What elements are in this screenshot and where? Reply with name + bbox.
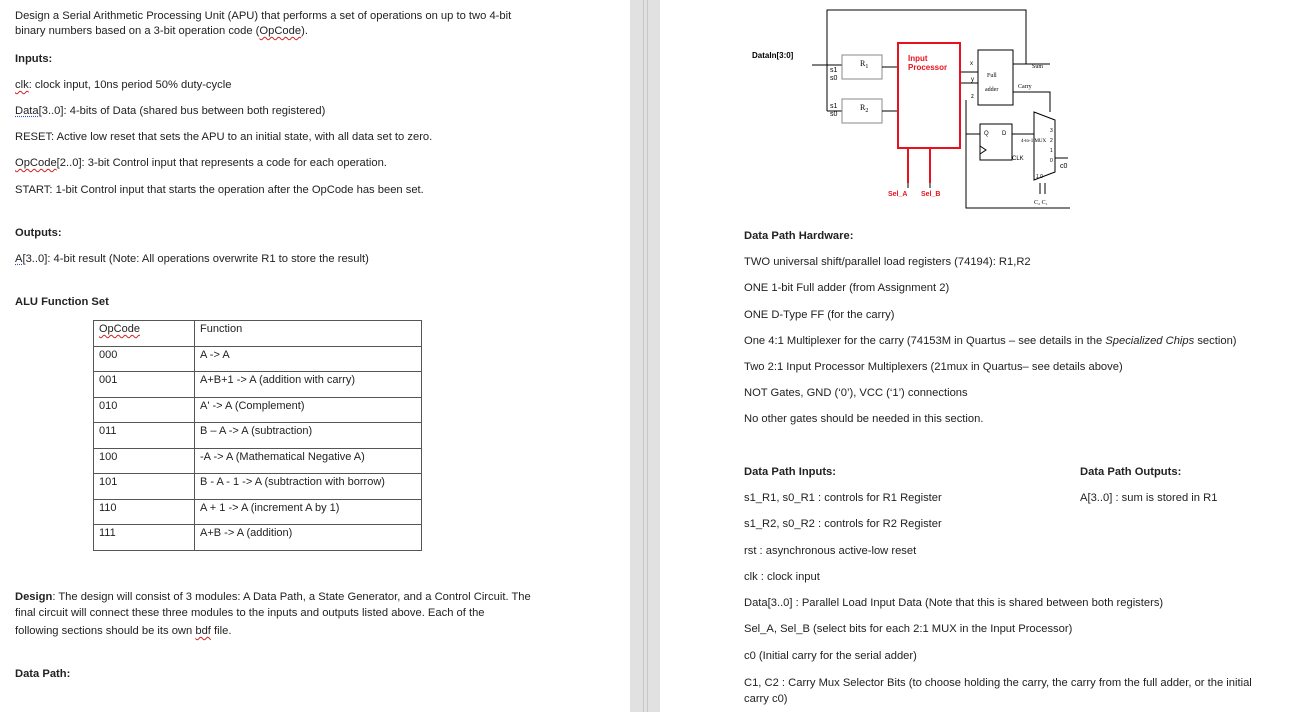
r2-label: $R_2$ xyxy=(860,103,869,114)
table-cell-function: A + 1 -> A (increment A by 1) xyxy=(195,499,422,525)
full-label: Full xyxy=(987,73,997,79)
dp-output-item: A[3..0] : sum is stored in R1 xyxy=(1080,492,1218,504)
table-header-function: Function xyxy=(195,321,422,347)
input-processor-label-2: Processor xyxy=(908,63,948,72)
table-row xyxy=(94,372,422,398)
datain-label: DataIn[3:0] xyxy=(752,51,794,60)
d-flipflop xyxy=(980,124,1012,160)
table-row xyxy=(94,525,422,551)
dp-input-item: c0 (Initial carry for the serial adder) xyxy=(744,650,917,662)
table-cell-function: A -> A xyxy=(195,346,422,372)
input-opcode: OpCode[2..0]: 3-bit Control input that represents a code for each operation. xyxy=(15,157,387,169)
table-row xyxy=(94,346,422,372)
input-start: START: 1-bit Control input that starts the operation after the OpCode has been set. xyxy=(15,184,424,196)
alu-function-table xyxy=(93,320,422,551)
hw-heading: Data Path Hardware: xyxy=(744,230,854,242)
design-line-2: final circuit will connect these three modules to the inputs and outputs listed above. Each of the xyxy=(15,607,485,619)
dp-input-item: s1_R1, s0_R1 : controls for R1 Register xyxy=(744,492,942,504)
mux-label: 4-to-1 MUX xyxy=(1021,139,1047,144)
hw-item: TWO universal shift/parallel load registers (74194): R1,R2 xyxy=(744,256,1031,268)
table-cell-opcode: 001 xyxy=(94,372,195,398)
table-cell-function: A' -> A (Complement) xyxy=(195,397,422,423)
datapath-circuit-diagram xyxy=(750,8,1070,218)
dp-input-item: clk : clock input xyxy=(744,571,820,583)
page-edge-line xyxy=(647,0,648,712)
table-header-row xyxy=(94,321,422,347)
wire-z-loop xyxy=(966,100,1070,208)
table-row xyxy=(94,499,422,525)
dp-inputs-heading: Data Path Inputs: xyxy=(744,466,836,478)
alu-heading: ALU Function Set xyxy=(15,296,109,308)
clk-label: CLK xyxy=(1012,156,1024,162)
table-cell-opcode: 011 xyxy=(94,423,195,449)
document-page-left xyxy=(0,0,630,712)
adder-label: adder xyxy=(985,87,999,93)
design-line-3: following sections should be its own bdf file. xyxy=(15,625,232,637)
table-cell-opcode: 100 xyxy=(94,448,195,474)
table-cell-function: B - A - 1 -> A (subtraction with borrow) xyxy=(195,474,422,500)
table-cell-opcode: 000 xyxy=(94,346,195,372)
table-header-opcode: OpCode xyxy=(94,321,195,347)
mux-sel-label: 1 0 xyxy=(1036,174,1043,180)
table-cell-function: B – A -> A (subtraction) xyxy=(195,423,422,449)
outputs-heading: Outputs: xyxy=(15,227,62,239)
hw-item: ONE D-Type FF (for the carry) xyxy=(744,309,895,321)
dp-input-item-last-2: carry c0) xyxy=(744,693,788,705)
hw-item: ONE 1-bit Full adder (from Assignment 2) xyxy=(744,282,950,294)
y-label: y xyxy=(971,77,974,83)
table-cell-opcode: 010 xyxy=(94,397,195,423)
dp-input-item: Data[3..0] : Parallel Load Input Data (Note that this is shared between both registers) xyxy=(744,597,1164,609)
ff-d-label: D xyxy=(1002,131,1007,137)
input-clk: clk: clock input, 10ns period 50% duty-cycle xyxy=(15,79,232,91)
table-cell-opcode: 111 xyxy=(94,525,195,551)
intro-line-2: binary numbers based on a 3-bit operation code (OpCode). xyxy=(15,25,308,37)
table-cell-function: A+B+1 -> A (addition with carry) xyxy=(195,372,422,398)
intro-line-1: Design a Serial Arithmetic Processing Unit (APU) that performs a set of operations on up to two 4-bit xyxy=(15,10,512,22)
r1-s1-label: s1 xyxy=(830,67,838,74)
output-a: A[3..0]: 4-bit result (Note: All operations overwrite R1 to store the result) xyxy=(15,253,369,265)
sel-a-label: Sel_A xyxy=(888,191,908,198)
input-reset: RESET: Active low reset that sets the APU to an initial state, with all data set to zero. xyxy=(15,131,433,143)
mux-in-0: 0 xyxy=(1050,158,1053,164)
input-processor-label-1: Input xyxy=(908,54,928,63)
table-row xyxy=(94,448,422,474)
design-line-1: Design: The design will consist of 3 modules: A Data Path, a State Generator, and a Control Circuit. The xyxy=(15,591,531,603)
table-row xyxy=(94,397,422,423)
table-cell-function: A+B -> A (addition) xyxy=(195,525,422,551)
mux-in-2: 2 xyxy=(1050,138,1053,144)
dp-input-item: Sel_A, Sel_B (select bits for each 2:1 MUX in the Input Processor) xyxy=(744,623,1073,635)
sum-label: Sum xyxy=(1032,64,1044,70)
r2-s1-label: s1 xyxy=(830,103,838,110)
sel-b-label: Sel_B xyxy=(921,191,941,198)
mux-in-3: 3 xyxy=(1050,128,1053,134)
hw-item: Two 2:1 Input Processor Multiplexers (21mux in Quartus– see details above) xyxy=(744,361,1123,373)
data-path-heading: Data Path: xyxy=(15,668,71,680)
mux-in-1: 1 xyxy=(1050,148,1053,154)
x-label: x xyxy=(970,61,973,67)
r1-s0-label: s0 xyxy=(830,75,838,82)
c2c1-label: C₂ C₁ xyxy=(1034,200,1048,206)
inputs-heading: Inputs: xyxy=(15,53,53,65)
r2-s0-label: s0 xyxy=(830,111,838,118)
dp-outputs-heading: Data Path Outputs: xyxy=(1080,466,1182,478)
hw-item: NOT Gates, GND (‘0’), VCC (‘1’) connections xyxy=(744,387,968,399)
table-cell-function: -A -> A (Mathematical Negative A) xyxy=(195,448,422,474)
c0-label: c0 xyxy=(1060,163,1068,170)
table-cell-opcode: 101 xyxy=(94,474,195,500)
table-cell-opcode: 110 xyxy=(94,499,195,525)
dp-input-item-last-1: C1, C2 : Carry Mux Selector Bits (to choose holding the carry, the carry from the full adder, or the initial xyxy=(744,677,1252,689)
table-row xyxy=(94,474,422,500)
input-data: Data[3..0]: 4-bits of Data (shared bus between both registered) xyxy=(15,105,326,117)
page-gutter xyxy=(630,0,660,712)
page-edge-line xyxy=(643,0,644,712)
mux-4to1 xyxy=(1034,112,1055,180)
z-label: z xyxy=(971,94,974,100)
carry-wire xyxy=(1013,92,1050,112)
hw-item-mux: One 4:1 Multiplexer for the carry (74153M in Quartus – see details in the Specialized Chips section) xyxy=(744,335,1237,347)
dp-input-item: s1_R2, s0_R2 : controls for R2 Register xyxy=(744,518,942,530)
table-row xyxy=(94,423,422,449)
ff-q-label: Q xyxy=(984,131,989,137)
carry-label: Carry xyxy=(1018,84,1032,90)
clk-triangle xyxy=(980,146,986,154)
hw-item: No other gates should be needed in this section. xyxy=(744,413,984,425)
r1-label: $R_1$ xyxy=(860,59,869,70)
dp-input-item: rst : asynchronous active-low reset xyxy=(744,545,917,557)
